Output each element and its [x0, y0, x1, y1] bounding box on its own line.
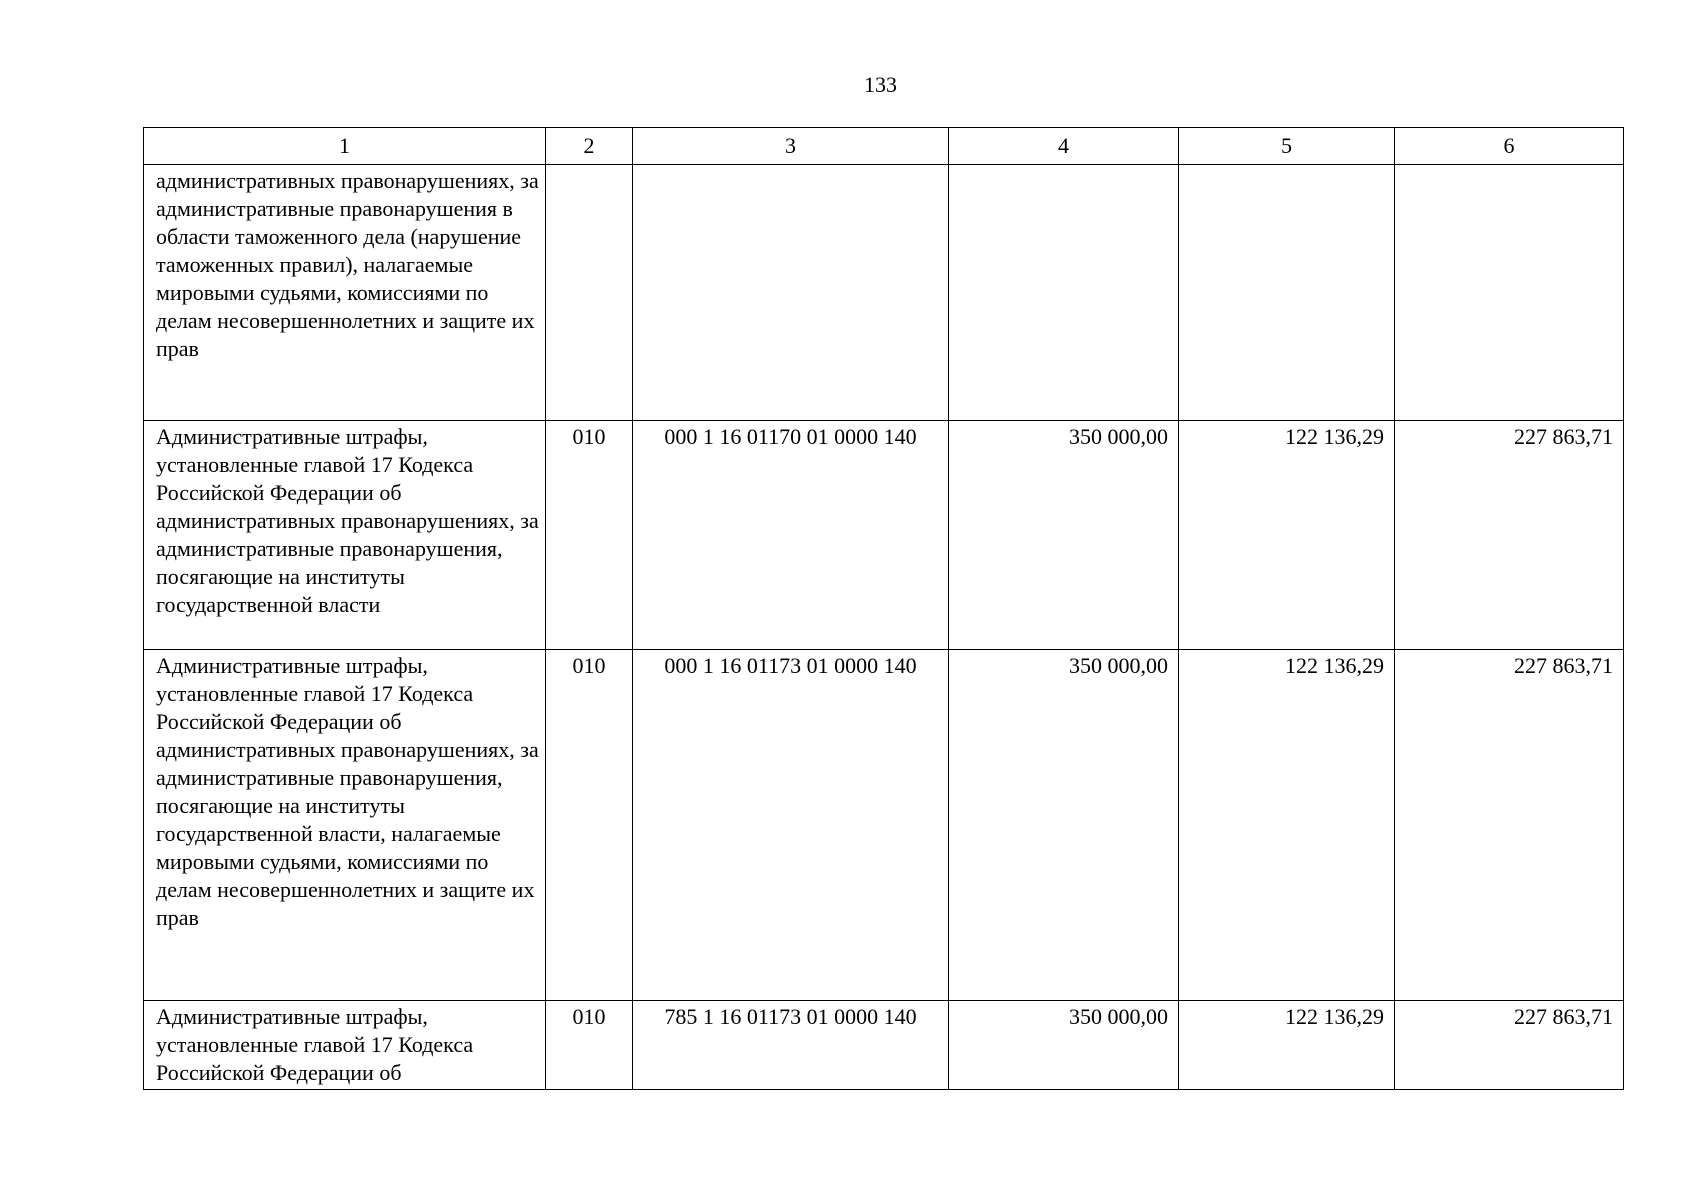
- row-code-cell: 010: [546, 650, 633, 1001]
- row-remaining-cell: [1395, 165, 1624, 421]
- row-code-cell: 010: [546, 421, 633, 650]
- row-plan-cell: [949, 165, 1179, 421]
- row-remaining-cell: 227 863,71: [1395, 421, 1624, 650]
- row-plan-cell: 350 000,00: [949, 650, 1179, 1001]
- page-number: 133: [864, 72, 897, 97]
- row-name-cell: Административные штрафы, установленные главой 17 Кодекса Российской Федерации об административных правонарушениях, за административные правонарушения, посягающие на институты государственной власти: [144, 421, 546, 650]
- row-kbk-cell: 785 1 16 01173 01 0000 140: [633, 1001, 949, 1090]
- row-executed-cell: 122 136,29: [1179, 421, 1395, 650]
- column-header-2: 2: [546, 128, 633, 165]
- table-row: [144, 650, 1624, 1001]
- row-remaining-cell: 227 863,71: [1395, 1001, 1624, 1090]
- row-plan-cell: 350 000,00: [949, 421, 1179, 650]
- table-row: [144, 165, 1624, 421]
- column-header-4: 4: [949, 128, 1179, 165]
- row-remaining-cell: 227 863,71: [1395, 650, 1624, 1001]
- column-header-5: 5: [1179, 128, 1395, 165]
- row-kbk-cell: 000 1 16 01170 01 0000 140: [633, 421, 949, 650]
- table-row: [144, 421, 1624, 650]
- row-plan-cell: 350 000,00: [949, 1001, 1179, 1090]
- table-row: [144, 1001, 1624, 1090]
- report-table: [143, 127, 1624, 1090]
- column-header-1: 1: [144, 128, 546, 165]
- column-header-3: 3: [633, 128, 949, 165]
- row-kbk-cell: 000 1 16 01173 01 0000 140: [633, 650, 949, 1001]
- row-executed-cell: 122 136,29: [1179, 650, 1395, 1001]
- table-header-row: [144, 128, 1624, 165]
- row-code-cell: [546, 165, 633, 421]
- row-kbk-cell: [633, 165, 949, 421]
- row-name-cell: Административные штрафы, установленные главой 17 Кодекса Российской Федерации об административных правонарушениях, за административные правонарушения, посягающие на институты государственной власти, налагаемые мировыми судьями, комиссиями по делам несовершеннолетних и защите их прав: [144, 650, 546, 1001]
- row-name-cell: Административные штрафы, установленные главой 17 Кодекса Российской Федерации об: [144, 1001, 546, 1090]
- row-executed-cell: [1179, 165, 1395, 421]
- row-name-cell: административных правонарушениях, за административные правонарушения в области таможенного дела (нарушение таможенных правил), налагаемые мировыми судьями, комиссиями по делам несовершеннолетних и защите их прав: [144, 165, 546, 421]
- row-executed-cell: 122 136,29: [1179, 1001, 1395, 1090]
- column-header-6: 6: [1395, 128, 1624, 165]
- row-code-cell: 010: [546, 1001, 633, 1090]
